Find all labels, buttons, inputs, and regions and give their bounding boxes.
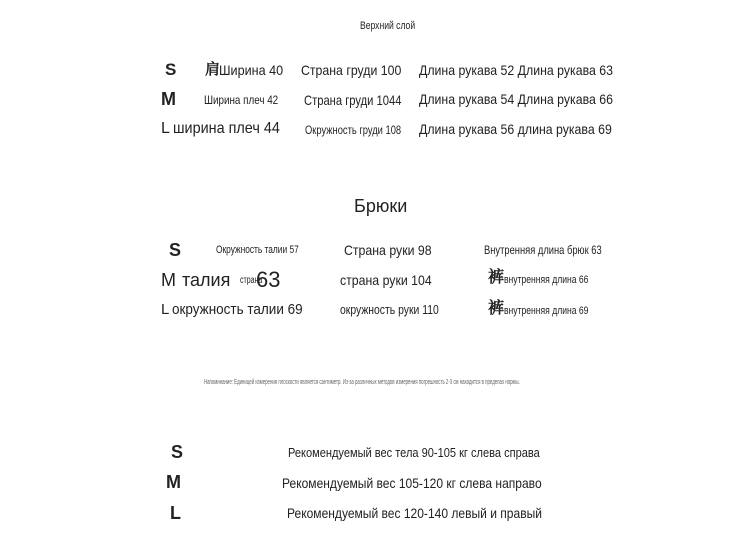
top-l-chest: Окружность груди 108 — [305, 123, 402, 137]
size-label-s: S — [171, 442, 184, 462]
pants-l-waist: окружность талии 69 — [172, 301, 303, 318]
pants-l-hip: окружность руки 110 — [340, 302, 439, 317]
pants-s-hip: Страна руки 98 — [344, 242, 432, 258]
shoulder-glyph: 肩 — [205, 61, 221, 78]
size-label-l: L — [161, 120, 170, 137]
size-label-s: S — [169, 240, 182, 260]
top-section-title: Верхний слой — [360, 20, 416, 32]
pants-m-inseam: внутренняя длина 66 — [504, 274, 589, 286]
weight-l: Рекомендуемый вес 120-140 левый и правый — [287, 505, 542, 521]
top-s-chest: Страна груди 100 — [301, 62, 402, 78]
top-m-shoulder: Ширина плеч 42 — [204, 93, 279, 107]
pants-m-waist-overlay: страна — [240, 275, 263, 286]
size-label-s: S — [165, 60, 177, 79]
top-l-shoulder: ширина плеч 44 — [173, 120, 280, 137]
size-label-m: M — [161, 89, 176, 109]
pants-l-inseam: внутренняя длина 69 — [504, 305, 589, 317]
top-l-sleeve: Длина рукава 56 длина рукава 69 — [419, 121, 612, 137]
weight-s: Рекомендуемый вес тела 90-105 кг слева справа — [288, 445, 540, 460]
pants-m-hip: страна руки 104 — [340, 272, 432, 288]
pants-s-inseam: Внутренняя длина брюк 63 — [484, 243, 602, 257]
pants-glyph: 裤 — [488, 300, 505, 317]
top-s-sleeve: Длина рукава 52 Длина рукава 63 — [419, 62, 613, 78]
size-label-m: M — [166, 472, 181, 492]
pants-section-title: Брюки — [354, 196, 408, 216]
pants-m-waist: талия — [182, 270, 231, 290]
weight-m: Рекомендуемый вес 105-120 кг слева направо — [282, 475, 542, 491]
measurement-note: Напоминание: Единицей измерения плоскости является сантиметр. Из-за различных методов измерения погрешность 2-3 см находится в пределах нормы. — [204, 379, 520, 386]
top-m-chest: Страна груди 1044 — [304, 92, 402, 108]
size-label-l: L — [161, 301, 170, 318]
size-label-m: M — [161, 270, 176, 290]
pants-s-waist: Окружность талии 57 — [216, 244, 299, 256]
size-label-l: L — [170, 503, 181, 523]
top-s-shoulder: Ширина 40 — [219, 62, 284, 78]
pants-m-waist-number: 63 — [256, 267, 281, 292]
top-m-sleeve: Длина рукава 54 Длина рукава 66 — [419, 91, 613, 107]
pants-glyph: 裤 — [488, 269, 505, 286]
